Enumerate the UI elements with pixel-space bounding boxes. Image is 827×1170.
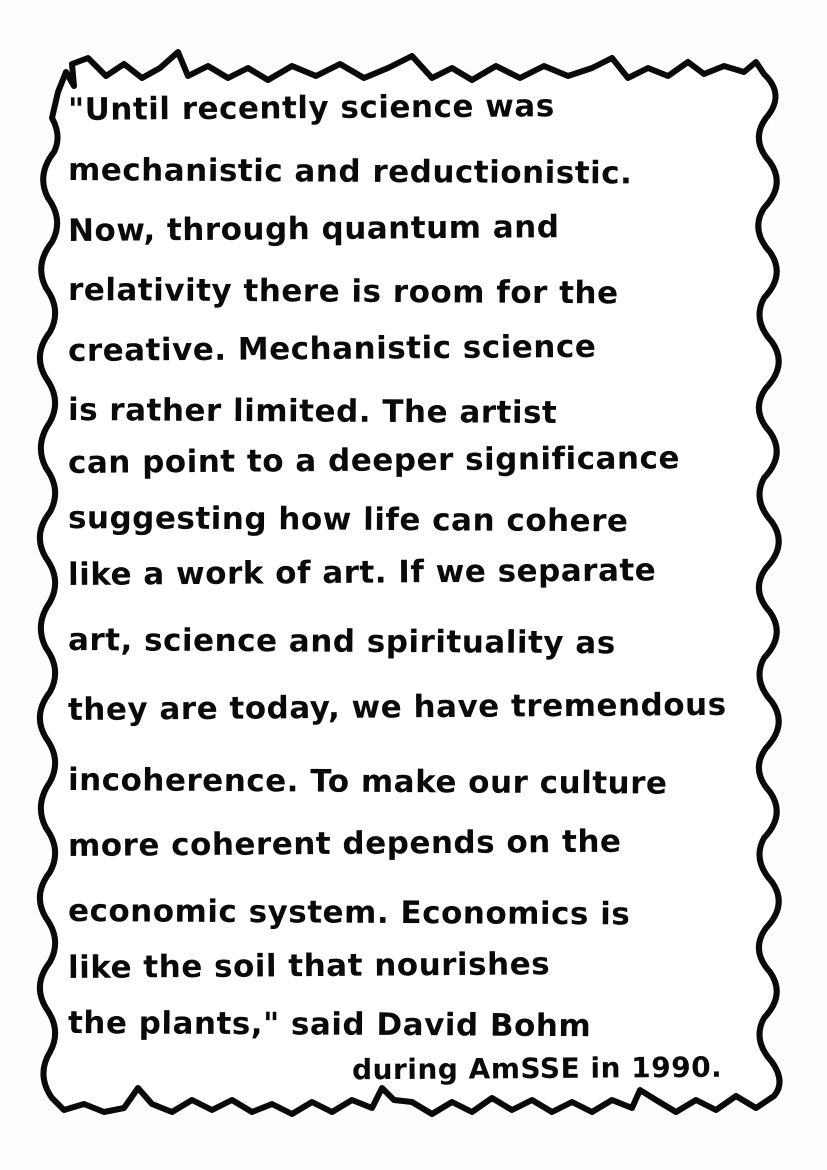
attribution-line: during AmSSE in 1990. — [351, 1050, 723, 1087]
quote-line: incoherence. To make our culture — [67, 762, 668, 802]
quote-line: Now, through quantum and — [67, 209, 560, 249]
quote-line: like the soil that nourishes — [67, 946, 551, 986]
quote-line: creative. Mechanistic science — [67, 328, 597, 369]
quote-line: "Until recently science was — [67, 88, 555, 128]
quote-line: they are today, we have tremendous — [67, 686, 727, 728]
quote-line: art, science and spirituality as — [67, 622, 616, 662]
quote-line: more coherent depends on the — [67, 823, 622, 864]
quote-line: the plants," said David Bohm — [67, 1005, 592, 1045]
quote-line: suggesting how life can cohere — [67, 500, 629, 540]
quote-line: like a work of art. If we separate — [67, 552, 657, 593]
quote-line: can point to a deeper significance — [67, 440, 681, 481]
quote-line: mechanistic and reductionistic. — [67, 152, 633, 192]
quote-line: is rather limited. The artist — [67, 392, 558, 431]
quote-line: economic system. Economics is — [67, 893, 631, 933]
quote-line: relativity there is room for the — [67, 272, 619, 312]
